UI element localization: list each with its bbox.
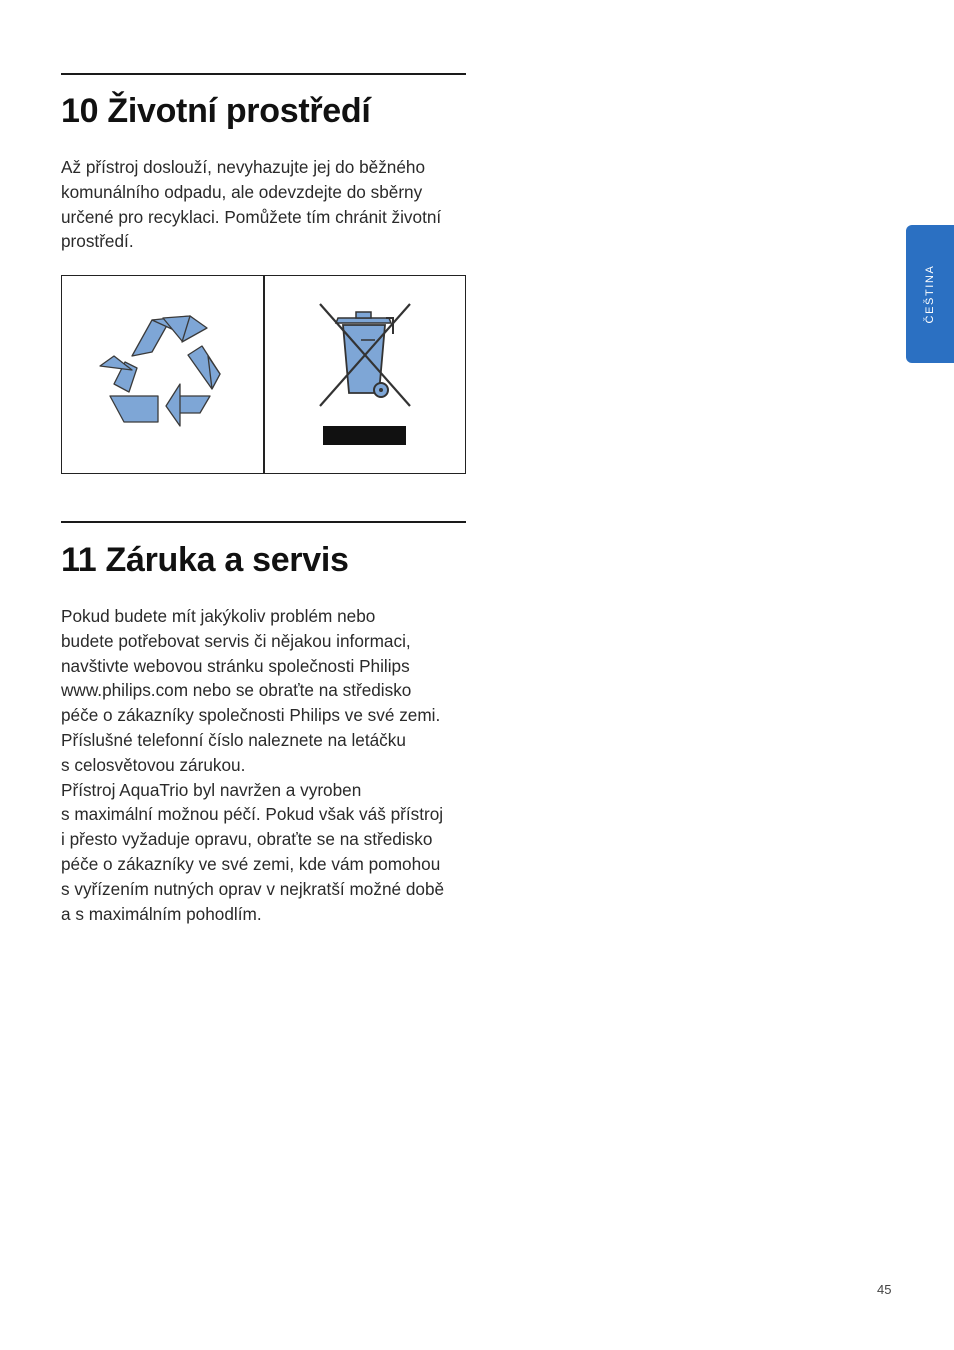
paragraph-line: s celosvětovou zárukou. — [61, 754, 246, 775]
section-10-rule — [61, 73, 466, 75]
weee-cell — [265, 276, 466, 473]
paragraph-line: budete potřebovat servis či nějakou informaci, — [61, 630, 411, 651]
paragraph-line: i přesto vyžaduje opravu, obraťte se na středisko — [61, 829, 433, 850]
paragraph-line: a s maximálním pohodlím. — [61, 903, 262, 924]
paragraph-line: s vyřízením nutných oprav v nejkratší možné době — [61, 878, 445, 899]
language-tab-label: ČEŠTINA — [924, 264, 936, 324]
paragraph-line: péče o zákazníky ve své zemi, kde vám pomohou — [61, 853, 441, 874]
paragraph-line: péče o zákazníky společnosti Philips ve své zemi. — [61, 705, 441, 726]
language-tab — [906, 225, 954, 363]
recycling-cell — [62, 276, 265, 473]
paragraph-line: komunálního odpadu, ale odevzdejte do sběrny — [61, 181, 423, 202]
section-10-title: 10 Životní prostředí — [61, 92, 371, 130]
section-11-title: 11 Záruka a servis — [61, 541, 349, 579]
paragraph-line: s maximální možnou péčí. Pokud však váš přístroj — [61, 804, 444, 825]
paragraph-line: prostředí. — [61, 231, 134, 252]
page-number: 45 — [877, 1282, 892, 1297]
section-11-paragraph — [61, 604, 471, 926]
recycling-icon — [62, 276, 263, 473]
paragraph-line: www.philips.com nebo se obraťte na středisko — [61, 680, 412, 701]
paragraph-line: určené pro recyklaci. Pomůžete tím chránit životní — [61, 206, 442, 227]
paragraph-line: Přístroj AquaTrio byl navržen a vyroben — [61, 779, 362, 800]
paragraph-line: Až přístroj doslouží, nevyhazujte jej do běžného — [61, 157, 426, 177]
paragraph-line: Příslušné telefonní číslo naleznete na letáčku — [61, 729, 406, 750]
recycling-figure — [61, 275, 466, 474]
paragraph-line: Pokud budete mít jakýkoliv problém nebo — [61, 606, 376, 626]
section-11-rule — [61, 521, 466, 523]
crossed-out-wheelie-bin-icon — [265, 276, 466, 473]
paragraph-line: navštivte webovou stránku společnosti Philips — [61, 655, 410, 676]
section-10-paragraph — [61, 155, 471, 254]
